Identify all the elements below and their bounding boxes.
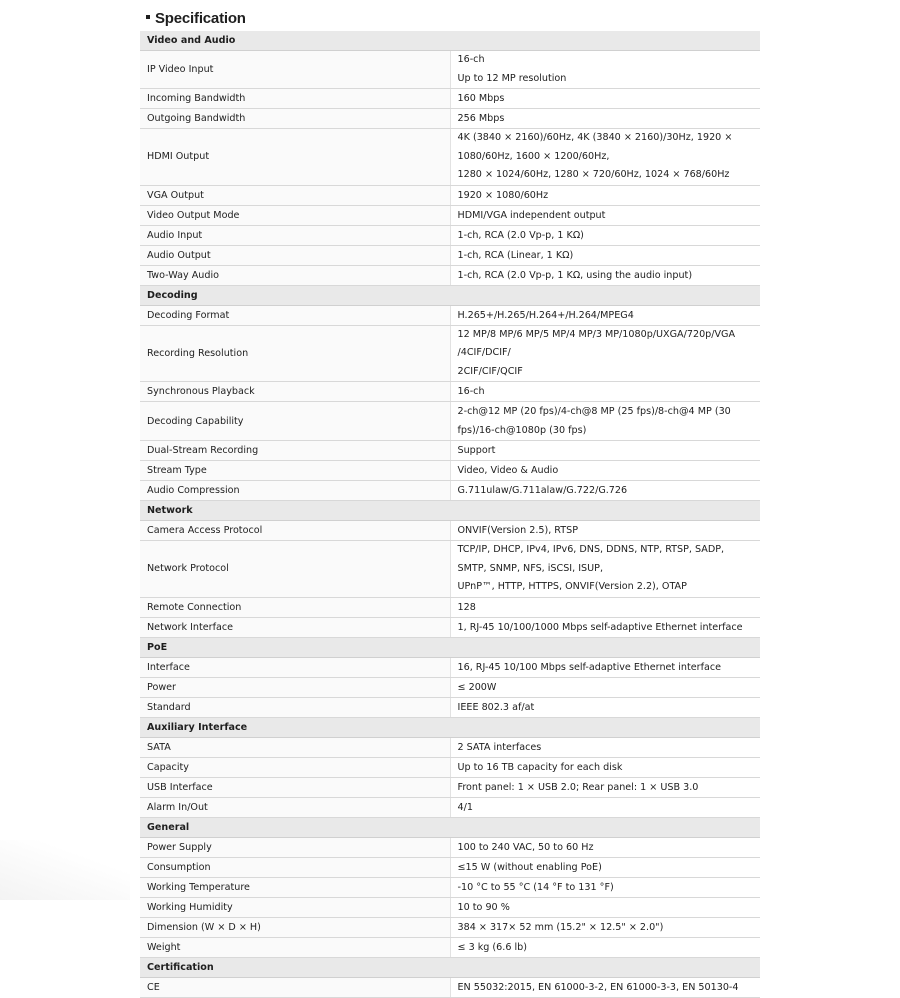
spec-key: Two-Way Audio [140, 265, 450, 285]
spec-value-line: G.711ulaw/G.711alaw/G.722/G.726 [457, 485, 628, 496]
spec-value [450, 481, 760, 501]
spec-value-line: Support [457, 445, 496, 456]
page-title-text: Specification [155, 10, 246, 27]
spec-value-line: 10 to 90 % [457, 901, 510, 913]
spec-row [140, 481, 760, 501]
spec-value [450, 245, 760, 265]
spec-key: Audio Output [140, 245, 450, 265]
spec-value-line: TCP/IP, DHCP, IPv4, IPv6, DNS, DDNS, NTP, RTSP, SADP, SMTP, SNMP, NFS, iSCSI, ISUP, [457, 544, 725, 574]
spec-key: Network Protocol [140, 541, 450, 598]
spec-value-line: ≤ 200W [457, 681, 497, 693]
section-header-row [140, 31, 760, 51]
spec-table [140, 31, 760, 998]
spec-key: Consumption [140, 857, 450, 877]
spec-value [450, 977, 760, 997]
spec-key: Dimension (W × D × H) [140, 917, 450, 937]
spec-row [140, 657, 760, 677]
spec-key: Alarm In/Out [140, 797, 450, 817]
spec-row [140, 205, 760, 225]
section-header-row [140, 717, 760, 737]
spec-value [450, 205, 760, 225]
spec-value [450, 657, 760, 677]
spec-value [450, 89, 760, 109]
spec-value-line: UPnP™, HTTP, HTTPS, ONVIF(Version 2.2), OTAP [457, 581, 687, 592]
spec-value [450, 441, 760, 461]
spec-value [450, 737, 760, 757]
spec-key: IP Video Input [140, 51, 450, 89]
spec-value [450, 541, 760, 598]
section-header-row [140, 637, 760, 657]
spec-key: Weight [140, 937, 450, 957]
spec-value-line: -10 °C to 55 °C (14 °F to 131 °F) [457, 881, 614, 893]
spec-key: Audio Compression [140, 481, 450, 501]
spec-value [450, 382, 760, 402]
spec-value-line: 160 Mbps [457, 93, 505, 104]
spec-row [140, 757, 760, 777]
spec-row [140, 89, 760, 109]
spec-value [450, 461, 760, 481]
spec-row [140, 737, 760, 757]
section-title: Network [140, 501, 760, 521]
spec-row [140, 402, 760, 441]
spec-value-line: ≤ 3 kg (6.6 lb) [457, 941, 527, 953]
spec-key: Stream Type [140, 461, 450, 481]
spec-key: HDMI Output [140, 129, 450, 186]
spec-row [140, 917, 760, 937]
spec-key: CE [140, 977, 450, 997]
spec-value [450, 51, 760, 89]
spec-key: Decoding Capability [140, 402, 450, 441]
spec-value-line: 2 SATA interfaces [457, 741, 542, 753]
spec-value [450, 265, 760, 285]
spec-value [450, 109, 760, 129]
spec-key: VGA Output [140, 185, 450, 205]
spec-row [140, 51, 760, 89]
spec-key: Incoming Bandwidth [140, 89, 450, 109]
spec-value-line: 128 [457, 601, 476, 613]
corner-decoration [0, 840, 130, 900]
spec-value-line: 1280 × 1024/60Hz, 1280 × 720/60Hz, 1024 × 768/60Hz [457, 169, 730, 180]
spec-value-line: 256 Mbps [457, 113, 505, 124]
spec-value-line: H.265+/H.265/H.264+/H.264/MPEG4 [457, 309, 634, 321]
spec-value-line: 2CIF/CIF/QCIF [457, 365, 523, 377]
spec-row [140, 777, 760, 797]
spec-key: Power [140, 677, 450, 697]
spec-row [140, 265, 760, 285]
spec-value-line: ≤15 W (without enabling PoE) [457, 861, 602, 873]
spec-value [450, 402, 760, 441]
spec-value-line: ONVIF(Version 2.5), RTSP [457, 525, 579, 536]
spec-value [450, 857, 760, 877]
spec-value [450, 521, 760, 541]
spec-row [140, 937, 760, 957]
spec-value [450, 697, 760, 717]
spec-row [140, 461, 760, 481]
spec-row [140, 697, 760, 717]
spec-key: Network Interface [140, 617, 450, 637]
section-header-row [140, 285, 760, 305]
spec-value [450, 305, 760, 325]
spec-row [140, 441, 760, 461]
section-title: Certification [140, 957, 760, 977]
section-header-row [140, 817, 760, 837]
spec-value-line: Front panel: 1 × USB 2.0; Rear panel: 1 × USB 3.0 [457, 781, 699, 793]
spec-value [450, 757, 760, 777]
spec-value [450, 917, 760, 937]
spec-key: SATA [140, 737, 450, 757]
spec-key: Camera Access Protocol [140, 521, 450, 541]
spec-value-line: HDMI/VGA independent output [457, 209, 606, 221]
spec-value [450, 325, 760, 382]
spec-key: Working Humidity [140, 897, 450, 917]
spec-value [450, 185, 760, 205]
spec-row [140, 541, 760, 598]
section-title: General [140, 817, 760, 837]
section-title: Decoding [140, 285, 760, 305]
spec-value-line: 1-ch, RCA (2.0 Vp-p, 1 KΩ, using the audio input) [457, 269, 693, 281]
spec-key: Dual-Stream Recording [140, 441, 450, 461]
spec-key: Capacity [140, 757, 450, 777]
spec-value-line: EN 55032:2015, EN 61000-3-2, EN 61000-3-3, EN 50130-4 [457, 981, 739, 993]
spec-value [450, 797, 760, 817]
spec-row [140, 305, 760, 325]
spec-value [450, 877, 760, 897]
spec-row [140, 897, 760, 917]
spec-value-line: 1920 × 1080/60Hz [457, 189, 549, 201]
spec-row [140, 129, 760, 186]
spec-row [140, 245, 760, 265]
spec-value [450, 617, 760, 637]
spec-value [450, 837, 760, 857]
spec-key: Outgoing Bandwidth [140, 109, 450, 129]
bullet-icon [146, 15, 150, 19]
spec-key: Audio Input [140, 225, 450, 245]
spec-value-line: 1, RJ-45 10/100/1000 Mbps self-adaptive Ethernet interface [457, 621, 743, 633]
spec-row [140, 877, 760, 897]
section-header-row [140, 501, 760, 521]
spec-value [450, 225, 760, 245]
spec-row [140, 617, 760, 637]
spec-value-line: 384 × 317× 52 mm (15.2" × 12.5" × 2.0") [457, 921, 664, 933]
spec-row [140, 597, 760, 617]
spec-key: Recording Resolution [140, 325, 450, 382]
spec-table-body [140, 31, 760, 997]
spec-value-line: 12 MP/8 MP/6 MP/5 MP/4 MP/3 MP/1080p/UXGA/720p/VGA /4CIF/DCIF/ [457, 328, 736, 358]
spec-value [450, 677, 760, 697]
section-title: Video and Audio [140, 31, 760, 51]
spec-key: Power Supply [140, 837, 450, 857]
spec-value-line: 100 to 240 VAC, 50 to 60 Hz [457, 841, 594, 853]
spec-value-line: 4K (3840 × 2160)/60Hz, 4K (3840 × 2160)/30Hz, 1920 × 1080/60Hz, 1600 × 1200/60Hz, [457, 132, 733, 162]
spec-value-line: 16, RJ-45 10/100 Mbps self-adaptive Ethernet interface [457, 661, 722, 673]
spec-value [450, 597, 760, 617]
spec-value-line: 2-ch@12 MP (20 fps)/4-ch@8 MP (25 fps)/8-ch@4 MP (30 fps)/16-ch@1080p (30 fps) [457, 406, 731, 436]
spec-value-line: Up to 16 TB capacity for each disk [457, 761, 623, 773]
spec-row [140, 797, 760, 817]
spec-row [140, 225, 760, 245]
spec-key: Decoding Format [140, 305, 450, 325]
spec-row [140, 677, 760, 697]
section-title: PoE [140, 637, 760, 657]
spec-value [450, 129, 760, 186]
spec-row [140, 521, 760, 541]
spec-row [140, 382, 760, 402]
spec-row [140, 837, 760, 857]
spec-value-line: Up to 12 MP resolution [457, 72, 567, 84]
spec-row [140, 325, 760, 382]
spec-value [450, 937, 760, 957]
spec-value-line: 1-ch, RCA (2.0 Vp-p, 1 KΩ) [457, 229, 584, 241]
spec-value-line: 16-ch [457, 54, 485, 65]
spec-key: Working Temperature [140, 877, 450, 897]
spec-value-line: 16-ch [457, 386, 485, 397]
spec-value-line: Video, Video & Audio [457, 465, 559, 476]
spec-value-line: IEEE 802.3 af/at [457, 701, 535, 713]
spec-key: Remote Connection [140, 597, 450, 617]
spec-row [140, 109, 760, 129]
spec-row [140, 977, 760, 997]
spec-value-line: 1-ch, RCA (Linear, 1 KΩ) [457, 249, 574, 261]
spec-value [450, 777, 760, 797]
spec-key: USB Interface [140, 777, 450, 797]
spec-key: Synchronous Playback [140, 382, 450, 402]
spec-key: Interface [140, 657, 450, 677]
spec-key: Standard [140, 697, 450, 717]
spec-value-line: 4/1 [457, 801, 473, 813]
page-title [146, 10, 246, 27]
section-title: Auxiliary Interface [140, 717, 760, 737]
spec-row [140, 185, 760, 205]
section-header-row [140, 957, 760, 977]
spec-row [140, 857, 760, 877]
spec-key: Video Output Mode [140, 205, 450, 225]
spec-value [450, 897, 760, 917]
